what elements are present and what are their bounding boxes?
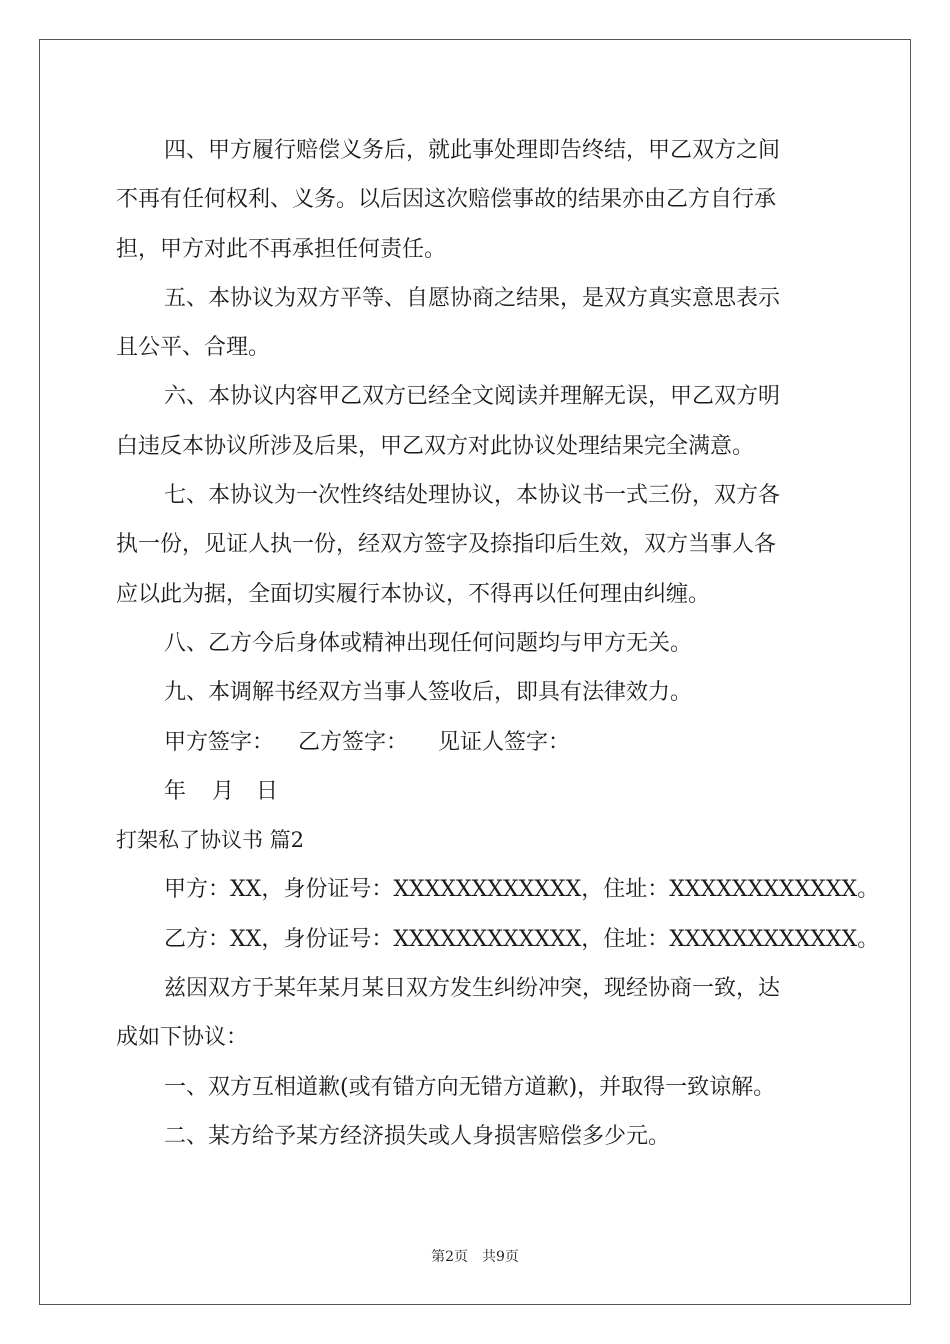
party-a-signature-label: 甲方签字： <box>164 729 275 755</box>
paragraph-line: 乙方：XX，身份证号：XXXXXXXXXXXX，住址：XXXXXXXXXXXX。 <box>164 926 880 952</box>
paragraph-line: 八、乙方今后身体或精神出现任何问题均与甲方无关。 <box>164 630 693 656</box>
paragraph-line: 四、甲方履行赔偿义务后，就此事处理即告终结，甲乙双方之间 <box>164 138 781 163</box>
signature-line <box>116 718 836 767</box>
paragraph-line: 五、本协议为双方平等、自愿协商之结果，是双方真实意思表示 <box>164 285 781 311</box>
paragraph-line: 成如下协议： <box>116 1025 249 1051</box>
party-b-signature-label: 乙方签字： <box>298 729 409 755</box>
date-day: 日 <box>256 778 279 804</box>
paragraph-line: 白违反本协议所涉及后果，甲乙双方对此协议处理结果完全满意。 <box>116 433 755 459</box>
paragraph-line: 且公平、合理。 <box>116 335 271 361</box>
document-body <box>116 126 880 1161</box>
page-total: 共9页 <box>482 1249 519 1265</box>
paragraph-line: 应以此为据，全面切实履行本协议，不得再以任何理由纠缠。 <box>116 581 711 607</box>
paragraph-line: 六、本协议内容甲乙双方已经全文阅读并理解无误，甲乙双方明 <box>164 384 781 410</box>
page-footer <box>0 1246 950 1266</box>
date-line <box>116 767 836 816</box>
section-heading: 打架私了协议书 篇2 <box>116 828 305 853</box>
paragraph-line: 兹因双方于某年某月某日双方发生纠纷冲突，现经协商一致，达 <box>164 976 781 1002</box>
date-year: 年 <box>164 778 187 804</box>
paragraph-line: 二、某方给予某方经济损失或人身损害赔偿多少元。 <box>164 1123 671 1149</box>
page-number: 第2页 <box>431 1249 468 1265</box>
paragraph-line: 一、双方互相道歉(或有错方向无错方道歉)，并取得一致谅解。 <box>164 1074 776 1100</box>
witness-signature-label: 见证人签字： <box>438 729 571 755</box>
date-month: 月 <box>212 778 235 804</box>
paragraph-line: 七、本协议为一次性终结处理协议，本协议书一式三份，双方各 <box>164 483 781 509</box>
paragraph-line: 九、本调解书经双方当事人签收后，即具有法律效力。 <box>164 680 693 706</box>
paragraph-line: 执一份，见证人执一份，经双方签字及捺指印后生效，双方当事人各 <box>116 532 777 558</box>
paragraph-line: 担，甲方对此不再承担任何责任。 <box>116 236 447 262</box>
paragraph-line: 甲方：XX，身份证号：XXXXXXXXXXXX，住址：XXXXXXXXXXXX。 <box>164 877 880 903</box>
paragraph-line: 不再有任何权利、义务。以后因这次赔偿事故的结果亦由乙方自行承 <box>116 187 777 213</box>
